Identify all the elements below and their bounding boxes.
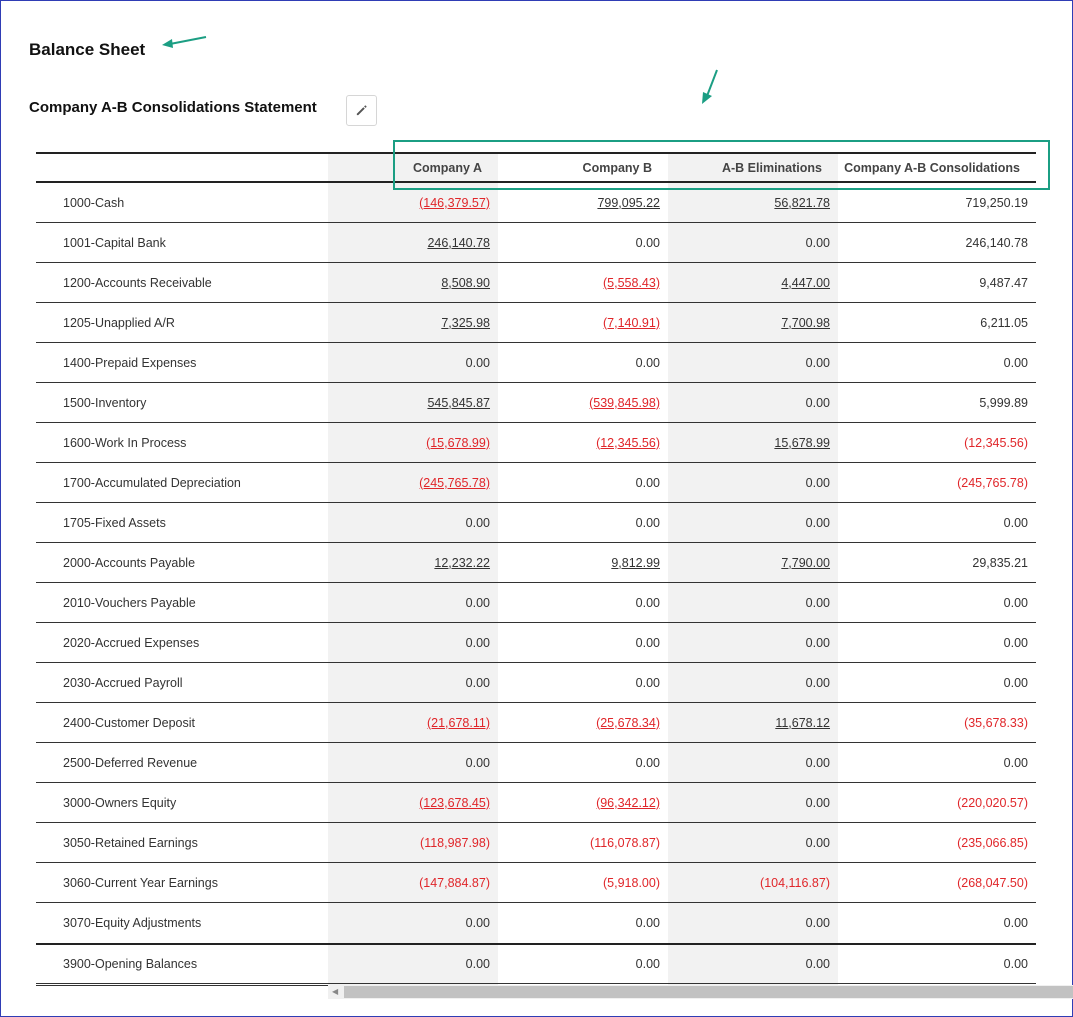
company-a-value: (147,884.87): [419, 875, 490, 890]
account-label: 1400-Prepaid Expenses: [63, 355, 197, 370]
eliminations-value-cell: [668, 303, 838, 342]
company-b-value: 0.00: [635, 675, 660, 690]
company-b-value-cell: [498, 343, 668, 382]
table-body: [36, 183, 1036, 983]
account-label: 2020-Accrued Expenses: [63, 635, 200, 650]
table-row: [36, 743, 1036, 783]
consolidations-value: 29,835.21: [972, 555, 1028, 570]
company-b-value: 0.00: [635, 957, 660, 971]
consolidations-value: (268,047.50): [957, 875, 1028, 890]
company-b-value[interactable]: 9,812.99: [611, 555, 660, 570]
eliminations-value: 0.00: [805, 355, 830, 370]
consolidations-value-cell: [838, 423, 1036, 462]
annotation-highlight-box: [393, 140, 1050, 190]
consolidations-value-cell: [838, 663, 1036, 702]
annotation-arrow-icon: [158, 33, 210, 51]
company-b-value: 0.00: [635, 235, 660, 250]
header-eliminations[interactable]: A-B Eliminations: [721, 160, 822, 175]
eliminations-value: 0.00: [805, 675, 830, 690]
eliminations-value[interactable]: 56,821.78: [774, 195, 830, 210]
account-label: 3070-Equity Adjustments: [63, 916, 202, 930]
company-a-value-cell: [328, 223, 498, 262]
company-a-value: 0.00: [465, 515, 490, 530]
company-b-value-cell: [498, 663, 668, 702]
consolidations-value-cell: [838, 743, 1036, 782]
consolidations-value-cell: [838, 945, 1036, 983]
company-a-value[interactable]: 8,508.90: [441, 275, 490, 290]
company-a-value: 0.00: [465, 755, 490, 770]
account-label: 1200-Accounts Receivable: [63, 275, 212, 290]
consolidations-value: 0.00: [1003, 515, 1028, 530]
account-label: 1600-Work In Process: [63, 435, 187, 450]
company-a-value: 0.00: [465, 957, 490, 971]
company-b-value-cell: [498, 503, 668, 542]
company-a-value: 0.00: [465, 675, 490, 690]
table-row: [36, 863, 1036, 903]
company-a-value[interactable]: (146,379.57): [419, 195, 490, 210]
account-label: 3060-Current Year Earnings: [63, 875, 218, 890]
company-b-value-cell: [498, 383, 668, 422]
company-a-value: 0.00: [465, 355, 490, 370]
consolidations-value: 5,999.89: [979, 395, 1028, 410]
company-b-value: (116,078.87): [590, 835, 660, 850]
table-row: [36, 463, 1036, 503]
consolidations-value: (235,066.85): [957, 835, 1028, 850]
consolidations-value: (220,020.57): [957, 795, 1028, 810]
header-company-b[interactable]: Company B: [582, 160, 652, 175]
account-label: 2000-Accounts Payable: [63, 555, 196, 570]
eliminations-value-cell: [668, 263, 838, 302]
company-b-value-cell: [498, 583, 668, 622]
company-a-value-cell: [328, 263, 498, 302]
company-a-value-cell: [328, 945, 498, 983]
eliminations-value-cell: [668, 783, 838, 822]
consolidations-value: 719,250.19: [965, 195, 1028, 210]
eliminations-value-cell: [668, 343, 838, 382]
company-b-value: 0.00: [635, 635, 660, 650]
eliminations-value: 0.00: [805, 916, 830, 930]
eliminations-value-cell: [668, 743, 838, 782]
company-a-value-cell: [328, 863, 498, 902]
eliminations-value-cell: [668, 583, 838, 622]
eliminations-value-cell: [668, 463, 838, 502]
account-label: 2010-Vouchers Payable: [63, 595, 196, 610]
table-row: [36, 503, 1036, 543]
consolidations-value-cell: [838, 823, 1036, 862]
company-a-value-cell: [328, 823, 498, 862]
consolidations-value-cell: [838, 703, 1036, 742]
company-a-value-cell: [328, 303, 498, 342]
eliminations-value[interactable]: 15,678.99: [774, 435, 830, 450]
eliminations-value-cell: [668, 543, 838, 582]
company-b-value: 0.00: [635, 515, 660, 530]
table-row: [36, 423, 1036, 463]
company-a-value-cell: [328, 543, 498, 582]
eliminations-value: 0.00: [805, 235, 830, 250]
account-label: 1000-Cash: [63, 195, 125, 210]
company-b-value: 0.00: [635, 475, 660, 490]
consolidations-value-cell: [838, 343, 1036, 382]
consolidations-value-cell: [838, 303, 1036, 342]
consolidations-value: 6,211.05: [980, 315, 1028, 330]
company-a-value[interactable]: (15,678.99): [426, 435, 490, 450]
eliminations-value-cell: [668, 863, 838, 902]
eliminations-value: (104,116.87): [760, 875, 830, 890]
company-a-value[interactable]: 12,232.22: [434, 555, 490, 570]
consolidations-value: 0.00: [1003, 916, 1028, 930]
company-b-value-cell: [498, 263, 668, 302]
table-row: [36, 703, 1036, 743]
eliminations-value-cell: [668, 703, 838, 742]
eliminations-value[interactable]: 7,700.98: [781, 315, 830, 330]
company-b-value: 0.00: [635, 755, 660, 770]
table-row: [36, 583, 1036, 623]
account-label: 1700-Accumulated Depreciation: [63, 475, 241, 490]
company-b-value-cell: [498, 623, 668, 662]
account-label: 2400-Customer Deposit: [63, 715, 196, 730]
consolidations-value: 0.00: [1003, 957, 1028, 971]
company-a-value-cell: [328, 583, 498, 622]
eliminations-value-cell: [668, 663, 838, 702]
statement-title: Company A-B Consolidations Statement: [29, 99, 317, 116]
company-a-value-cell: [328, 703, 498, 742]
company-a-value-cell: [328, 463, 498, 502]
account-label: 3050-Retained Earnings: [63, 835, 198, 850]
company-a-value-cell: [328, 423, 498, 462]
company-b-value[interactable]: (5,558.43): [603, 275, 660, 290]
page-title: Balance Sheet: [29, 40, 146, 59]
table-row: [36, 943, 1036, 983]
company-a-value[interactable]: (21,678.11): [426, 715, 490, 730]
table-row: [36, 823, 1036, 863]
table-row: [36, 223, 1036, 263]
eliminations-value-cell: [668, 945, 838, 983]
header-company-a[interactable]: Company A: [413, 160, 482, 175]
eliminations-value: 0.00: [805, 795, 830, 810]
eliminations-value: 0.00: [805, 475, 830, 490]
company-b-value-cell: [498, 303, 668, 342]
company-a-value: 0.00: [465, 635, 490, 650]
company-a-value-cell: [328, 383, 498, 422]
consolidations-value: (245,765.78): [957, 475, 1028, 490]
consolidations-value: 0.00: [1003, 355, 1028, 370]
consolidations-value-cell: [838, 583, 1036, 622]
company-b-value-cell: [498, 223, 668, 262]
eliminations-value-cell: [668, 903, 838, 943]
account-label: 3900-Opening Balances: [63, 957, 198, 971]
table-row: [36, 343, 1036, 383]
company-a-value[interactable]: 246,140.78: [427, 235, 490, 250]
table-row: [36, 383, 1036, 423]
company-a-value-cell: [328, 663, 498, 702]
account-label: 2500-Deferred Revenue: [63, 755, 198, 770]
company-b-value: (5,918.00): [603, 875, 660, 890]
consolidations-value-cell: [838, 863, 1036, 902]
scrollbar-thumb[interactable]: [344, 986, 1073, 998]
eliminations-value: 0.00: [805, 835, 830, 850]
company-b-value: 0.00: [635, 595, 660, 610]
consolidations-value: 246,140.78: [965, 235, 1028, 250]
account-label: 1001-Capital Bank: [63, 235, 166, 250]
company-a-value[interactable]: (245,765.78): [419, 475, 490, 490]
table-row: [36, 303, 1036, 343]
eliminations-value-cell: [668, 223, 838, 262]
company-a-value-cell: [328, 623, 498, 662]
balance-sheet-table: [36, 152, 1036, 986]
eliminations-value: 0.00: [805, 635, 830, 650]
header-consolidations[interactable]: Company A-B Consolidations: [844, 160, 1020, 175]
eliminations-value[interactable]: 11,678.12: [775, 715, 830, 730]
company-b-value-cell: [498, 783, 668, 822]
company-b-value-cell: [498, 703, 668, 742]
company-b-value-cell: [498, 863, 668, 902]
consolidations-value: (35,678.33): [964, 715, 1028, 730]
company-b-value: 0.00: [635, 916, 660, 930]
consolidations-value: 9,487.47: [979, 275, 1028, 290]
company-a-value: 0.00: [465, 595, 490, 610]
company-b-value[interactable]: (7,140.91): [603, 315, 660, 330]
eliminations-value[interactable]: 7,790.00: [781, 555, 830, 570]
company-a-value: 0.00: [465, 916, 490, 930]
consolidations-value-cell: [838, 263, 1036, 302]
triangle-left-icon[interactable]: ◀: [332, 987, 339, 996]
eliminations-value-cell: [668, 423, 838, 462]
eliminations-value-cell: [668, 383, 838, 422]
company-b-value-cell: [498, 743, 668, 782]
company-a-value[interactable]: 7,325.98: [441, 315, 490, 330]
company-a-value-cell: [328, 903, 498, 943]
account-label: 1500-Inventory: [63, 395, 147, 410]
eliminations-value-cell: [668, 623, 838, 662]
eliminations-value[interactable]: 4,447.00: [781, 275, 830, 290]
eliminations-value-cell: [668, 503, 838, 542]
account-label: 3000-Owners Equity: [63, 795, 177, 810]
consolidations-value: 0.00: [1003, 635, 1028, 650]
company-a-value-cell: [328, 503, 498, 542]
company-b-value: 0.00: [635, 355, 660, 370]
eliminations-value: 0.00: [805, 755, 830, 770]
company-b-value-cell: [498, 823, 668, 862]
consolidations-value-cell: [838, 623, 1036, 662]
eliminations-value-cell: [668, 823, 838, 862]
company-b-value[interactable]: (539,845.98): [589, 395, 660, 410]
consolidations-value: 0.00: [1003, 595, 1028, 610]
table-row: [36, 543, 1036, 583]
eliminations-value: 0.00: [805, 395, 830, 410]
consolidations-value: (12,345.56): [964, 435, 1028, 450]
company-a-value: (118,987.98): [420, 835, 490, 850]
company-b-value-cell: [498, 463, 668, 502]
consolidations-value-cell: [838, 223, 1036, 262]
table-row: [36, 783, 1036, 823]
company-b-value[interactable]: (96,342.12): [596, 795, 660, 810]
eliminations-value: 0.00: [805, 957, 830, 971]
account-label: 1205-Unapplied A/R: [63, 315, 175, 330]
company-a-value[interactable]: 545,845.87: [427, 395, 490, 410]
eliminations-value: 0.00: [805, 515, 830, 530]
edit-button[interactable]: [346, 95, 377, 126]
consolidations-value-cell: [838, 503, 1036, 542]
table-row: [36, 903, 1036, 943]
eliminations-value: 0.00: [805, 595, 830, 610]
consolidations-value-cell: [838, 463, 1036, 502]
table-row: [36, 623, 1036, 663]
pencil-icon: [355, 104, 368, 117]
table-row: [36, 663, 1036, 703]
consolidations-value-cell: [838, 783, 1036, 822]
account-label: 1705-Fixed Assets: [63, 515, 166, 530]
company-b-value-cell: [498, 903, 668, 943]
table-row: [36, 263, 1036, 303]
company-a-value[interactable]: (123,678.45): [419, 795, 490, 810]
consolidations-value-cell: [838, 903, 1036, 943]
company-b-value-cell: [498, 423, 668, 462]
company-b-value[interactable]: 799,095.22: [597, 195, 660, 210]
horizontal-scrollbar[interactable]: [328, 985, 1073, 999]
consolidations-value: 0.00: [1003, 675, 1028, 690]
company-b-value-cell: [498, 543, 668, 582]
consolidations-value-cell: [838, 543, 1036, 582]
company-b-value[interactable]: (12,345.56): [596, 435, 660, 450]
annotation-arrow-icon: [696, 66, 722, 108]
account-label: 2030-Accrued Payroll: [63, 675, 183, 690]
consolidations-value-cell: [838, 383, 1036, 422]
company-b-value-cell: [498, 945, 668, 983]
consolidations-value: 0.00: [1003, 755, 1028, 770]
company-a-value-cell: [328, 743, 498, 782]
company-b-value[interactable]: (25,678.34): [596, 715, 660, 730]
company-a-value-cell: [328, 343, 498, 382]
company-a-value-cell: [328, 783, 498, 822]
